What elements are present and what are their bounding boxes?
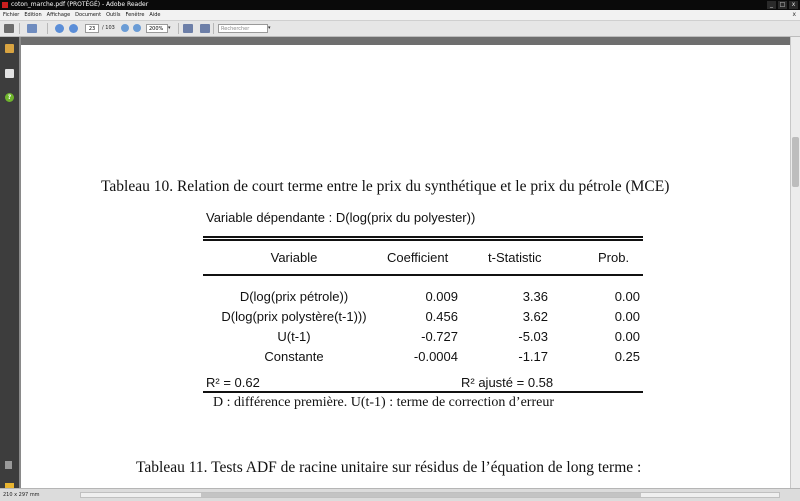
- toolbar-separator: [213, 23, 214, 34]
- security-lock-icon[interactable]: [5, 44, 14, 53]
- fit-page-icon[interactable]: [200, 24, 210, 33]
- table-cell-tstatistic: -1.17: [518, 349, 548, 364]
- toolbar-separator: [178, 23, 179, 34]
- menu-fenetre[interactable]: Fenêtre: [125, 12, 145, 18]
- menu-edition[interactable]: Edition: [24, 12, 42, 18]
- toolbar: [0, 21, 800, 37]
- dependent-variable-label: Variable dépendante : D(log(prix du polyester)): [206, 210, 476, 225]
- adjusted-r-squared: R² ajusté = 0.58: [461, 375, 554, 390]
- table-cell-coefficient: -0.727: [421, 329, 458, 344]
- table-cell-coefficient: -0.0004: [413, 349, 458, 364]
- search-input[interactable]: Rechercher: [218, 24, 268, 33]
- document-close-button[interactable]: x: [792, 11, 796, 18]
- table-cell-variable: D(log(prix polystère(t-1))): [221, 309, 367, 324]
- page-total: / 103: [102, 25, 115, 31]
- paperclip-icon[interactable]: [5, 461, 12, 469]
- adobe-reader-icon: [2, 2, 8, 8]
- help-icon[interactable]: ?: [5, 93, 14, 102]
- menu-outils[interactable]: Outils: [106, 12, 121, 18]
- table-cell-prob: 0.00: [614, 289, 640, 304]
- toolbar-separator: [19, 23, 20, 34]
- horizontal-scrollbar[interactable]: [80, 492, 780, 498]
- table-top-rule-2: [203, 239, 643, 241]
- menu-bar: [0, 10, 800, 21]
- table-cell-coefficient: 0.456: [425, 309, 458, 324]
- menu-affichage[interactable]: Affichage: [46, 12, 71, 18]
- table-top-rule: [203, 236, 643, 238]
- table-cell-coefficient: 0.009: [425, 289, 458, 304]
- page-size-readout: 210 x 297 mm: [3, 492, 40, 498]
- menu-fichier[interactable]: Fichier: [3, 12, 20, 18]
- zoom-level-input[interactable]: 200%: [146, 24, 168, 33]
- print-icon[interactable]: [4, 24, 14, 33]
- page-number-input[interactable]: 23: [85, 24, 99, 33]
- column-header-variable: Variable: [270, 250, 318, 265]
- table-cell-tstatistic: 3.62: [522, 309, 548, 324]
- table-cell-variable: D(log(prix pétrole)): [239, 289, 349, 304]
- table-cell-variable: U(t-1): [277, 329, 311, 344]
- status-bar: [0, 488, 800, 501]
- navigation-panel: [0, 37, 19, 488]
- zoom-dropdown-icon[interactable]: ▾: [168, 25, 171, 31]
- table-cell-prob: 0.25: [614, 349, 640, 364]
- attachment-icon[interactable]: [27, 24, 37, 33]
- window-controls: [767, 1, 798, 9]
- vertical-scroll-thumb[interactable]: [792, 137, 799, 187]
- table-11-caption: Tableau 11. Tests ADF de racine unitaire sur résidus de l’équation de long terme :: [136, 459, 642, 476]
- column-header-coefficient: Coefficient: [387, 250, 449, 265]
- pages-icon[interactable]: [5, 69, 14, 78]
- next-page-icon[interactable]: [69, 24, 78, 33]
- maximize-button[interactable]: □: [779, 1, 786, 8]
- save-copy-icon[interactable]: [183, 24, 193, 33]
- window-title: coton_marche.pdf (PROTÉGÉ) - Adobe Reader: [11, 1, 149, 8]
- toolbar-separator: [47, 23, 48, 34]
- menu-document[interactable]: Document: [75, 12, 102, 18]
- close-button[interactable]: x: [789, 1, 798, 9]
- table-bottom-rule: [203, 391, 643, 393]
- table-cell-variable: Constante: [264, 349, 324, 364]
- title-bar: [0, 0, 800, 10]
- column-header-tstatistic: t-Statistic: [488, 250, 542, 265]
- zoom-out-icon[interactable]: [121, 24, 129, 32]
- table-10-caption: Tableau 10. Relation de court terme entre le prix du synthétique et le prix du pétrole (MCE): [101, 178, 670, 195]
- horizontal-scroll-thumb[interactable]: [201, 493, 641, 497]
- minimize-button[interactable]: _: [767, 1, 776, 9]
- previous-page-icon[interactable]: [55, 24, 64, 33]
- table-header-rule: [203, 274, 643, 276]
- vertical-scrollbar[interactable]: [790, 37, 800, 488]
- table-cell-prob: 0.00: [614, 329, 640, 344]
- table-cell-tstatistic: 3.36: [522, 289, 548, 304]
- zoom-in-icon[interactable]: [133, 24, 141, 32]
- table-cell-tstatistic: -5.03: [518, 329, 548, 344]
- table-footnote: D : différence première. U(t-1) : terme de correction d’erreur: [213, 395, 555, 410]
- column-header-prob: Prob.: [598, 250, 630, 265]
- r-squared: R² = 0.62: [206, 375, 260, 390]
- table-cell-prob: 0.00: [614, 309, 640, 324]
- search-dropdown-icon[interactable]: ▾: [268, 25, 271, 31]
- menu-aide[interactable]: Aide: [149, 12, 161, 18]
